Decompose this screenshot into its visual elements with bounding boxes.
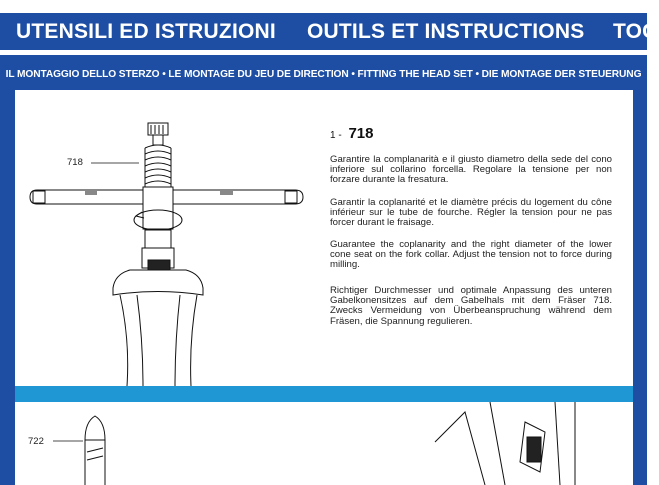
text-italian: Garantire la complanarità e il giusto diametro della sede del cono inferiore sul collarino forcella. Regolare la tensione per non forzare durante la fresatura. <box>330 154 612 186</box>
tool-code: 718 <box>348 125 374 142</box>
title-bar <box>0 13 659 50</box>
title-english-cut: TOO <box>613 20 659 43</box>
text-english: Guarantee the coplanarity and the right diameter of the lower cone seat on the fork collar. Adjust the tension not to force during milling. <box>330 239 612 271</box>
panel-divider <box>15 386 633 402</box>
callout-718: 718 <box>67 157 83 168</box>
callout-722: 722 <box>28 436 44 447</box>
title-italian: UTENSILI ED ISTRUZIONI <box>16 20 276 43</box>
title-french: OUTILS ET INSTRUCTIONS <box>307 20 585 43</box>
text-german: Richtiger Durchmesser und optimale Anpassung des unteren Gabelkonensitzes auf dem Gabelhals mit dem Fräser 718. Zwecks Vermeidung von Überbeanspruchung während dem Fräsen, die Spannung regulieren. <box>330 285 612 327</box>
step-heading <box>330 125 374 142</box>
step-number: 1 <box>330 130 336 141</box>
tool-722-illustration <box>15 402 633 485</box>
step-separator: - <box>338 130 342 141</box>
section-subtitle: IL MONTAGGIO DELLO STERZO • LE MONTAGE DU JEU DE DIRECTION • FITTING THE HEAD SET • DIE MONTAGE DER STEUERUNG <box>5 69 642 80</box>
text-french: Garantir la coplanarité et le diamètre précis du logement du cône inférieur sur le tube de fourche. Régler la tension pour ne pas forcer durant le fraisage. <box>330 197 612 229</box>
tool-718-illustration <box>15 90 315 386</box>
